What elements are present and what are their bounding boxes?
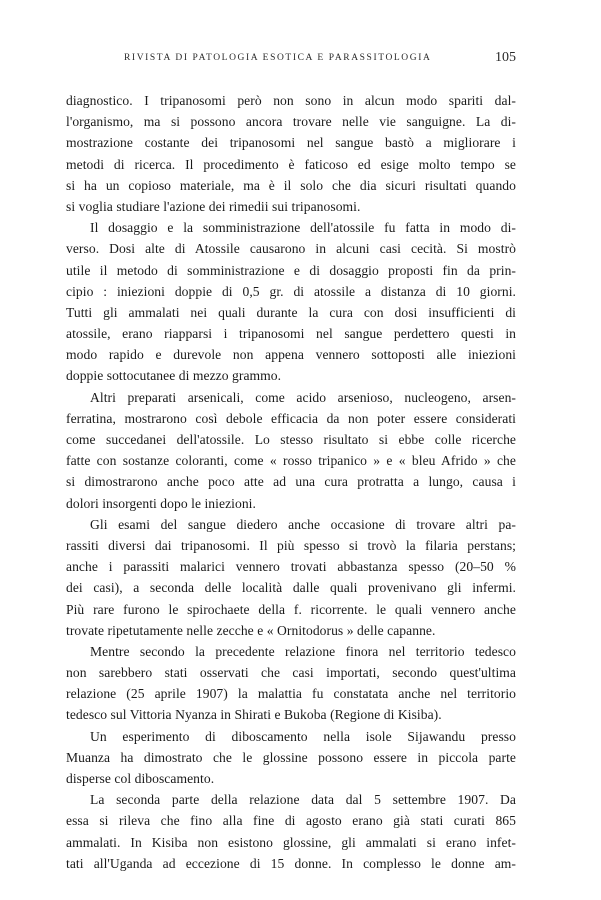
text-line: rassiti diversi dai tripanosomi. Il più spesso si trovò la filaria perstans;: [66, 537, 516, 553]
running-title: RIVISTA DI PATOLOGIA ESOTICA E PARASSITOLOGIA: [124, 53, 432, 63]
article-body: [66, 90, 516, 874]
text-line: verso. Dosi alte di Atossile causarono in alcuni casi cecità. Si mostrò: [66, 241, 516, 257]
text-line: La seconda parte della relazione data dal 5 settembre 1907. Da: [90, 792, 516, 808]
text-line: relazione (25 aprile 1907) la malattia fu constatata anche nel territorio: [66, 686, 516, 702]
text-line: Mentre secondo la precedente relazione finora nel territorio tedesco: [90, 643, 516, 659]
text-line: disperse col diboscamento.: [66, 771, 215, 786]
text-line: tedesco sul Vittoria Nyanza in Shirati e Bukoba (Regione di Kisiba).: [66, 707, 442, 723]
text-line: Più rare furono le spirochaete della f. ricorrente. le quali vennero anche: [66, 601, 516, 617]
text-line: Tutti gli ammalati nei quali durante la cura con dosi insufficienti di: [66, 304, 516, 320]
running-header: [66, 50, 516, 70]
text-line: dolori insorgenti dopo le iniezioni.: [66, 495, 256, 511]
text-line: doppie sottocutanee di mezzo grammo.: [66, 368, 282, 384]
text-line: dei casi), a seconda delle località dalle quali provenivano gli infermi.: [66, 580, 516, 596]
text-line: si ha un copioso materiale, ma è il solo che dia sicuri risultati quando: [66, 177, 516, 193]
text-line: anche i parassiti malarici vennero trovati abbastanza spesso (20–50 %: [66, 559, 516, 575]
text-line: essa si rileva che fino alla fine di agosto erano già stati curati 865: [66, 813, 516, 829]
text-line: l'organismo, ma si possono ancora trovare nelle vie sanguigne. La di-: [66, 114, 516, 130]
text-line: ferratina, mostrarono così debole efficacia da non poter essere considerati: [66, 410, 516, 426]
text-line: ammalati. In Kisiba non esistono glossine, gli ammalati si erano infet-: [66, 834, 516, 850]
text-line: metodi di ricerca. Il procedimento è faticoso ed esige molto tempo se: [66, 156, 516, 172]
text-line: modo rapido e durevole non appena vennero sottoposti alle iniezioni: [66, 347, 516, 363]
text-line: si voglia studiare l'azione dei rimedii sui tripanosomi.: [66, 198, 361, 214]
text-line: Il dosaggio e la somministrazione dell'atossile fu fatta in modo di-: [90, 220, 516, 236]
text-line: Gli esami del sangue diedero anche occasione di trovare altri pa-: [90, 516, 516, 532]
text-line: Muanza ha dimostrato che le glossine possono essere in piccola parte: [66, 749, 516, 765]
text-line: Un esperimento di diboscamento nella isole Sijawandu presso: [90, 728, 516, 744]
text-line: si dimostrarono anche poco atte ad una cura protratta a lungo, causa i: [66, 474, 516, 490]
text-line: fatte con sostanze coloranti, come « rosso tripanico » e « bleu Afrido » che: [66, 453, 516, 469]
text-line: diagnostico. I tripanosomi però non sono in alcun modo spariti dal-: [66, 93, 516, 108]
text-line: tati all'Uganda ad eccezione di 15 donne. In complesso le donne am-: [66, 855, 516, 871]
text-line: non sarebbero stati osservati che casi importati, secondo quest'ultima: [66, 665, 516, 681]
text-line: cipio : iniezioni doppie di 0,5 gr. di atossile a distanza di 10 giorni.: [66, 283, 516, 299]
page-number: 105: [495, 50, 516, 65]
text-line: come succedanei dell'atossile. Lo stesso risultato si ebbe colle ricerche: [66, 432, 516, 447]
text-line: utile il metodo di somministrazione e di dosaggio proposti fin da prin-: [66, 262, 516, 278]
text-line: trovate ripetutamente nelle zecche e « Ornitodorus » delle capanne.: [66, 622, 436, 638]
text-line: atossile, erano riapparsi i tripanosomi nel sangue perdettero questi in: [66, 326, 516, 342]
text-line: mostrazione costante dei tripanosomi nel sangue bastò a migliorare i: [66, 135, 516, 151]
text-line: Altri preparati arsenicali, come acido arsenioso, nucleogeno, arsen-: [90, 389, 516, 405]
